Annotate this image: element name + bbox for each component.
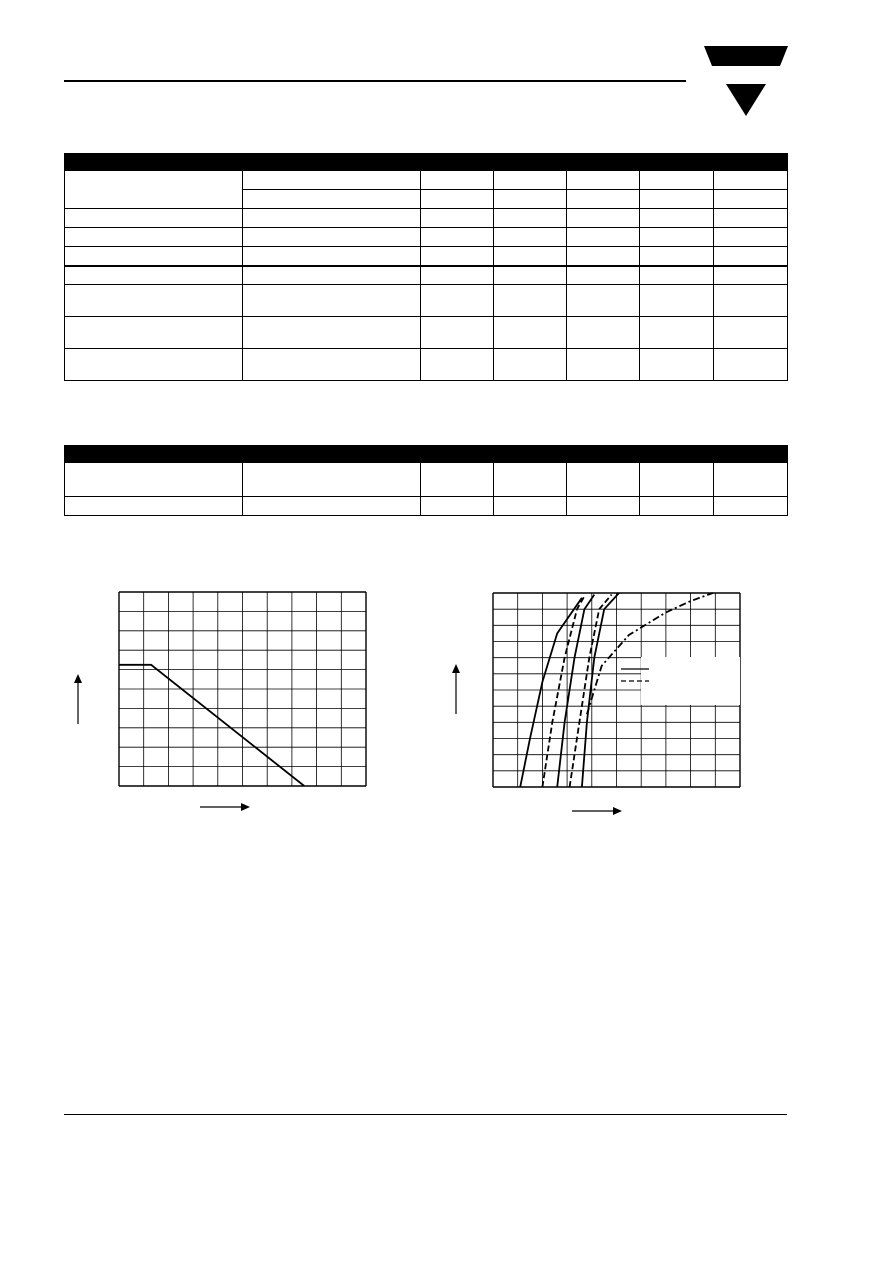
- table-row: [65, 266, 788, 285]
- table-row: [65, 285, 788, 317]
- forward-characteristics-chart: [484, 584, 750, 798]
- arrow-up-icon: [72, 674, 84, 726]
- series-line-3: [557, 595, 594, 787]
- arrow-right-icon: [200, 801, 250, 813]
- specification-table-2: [64, 445, 788, 516]
- table-row: [65, 171, 788, 190]
- table-row: [65, 497, 788, 516]
- table-row: [65, 247, 788, 266]
- specification-table-1: [64, 153, 788, 381]
- table-row: [65, 228, 788, 247]
- vishay-triangle-logo-icon: [704, 46, 788, 118]
- table-header-row: [65, 154, 788, 171]
- table-row: [65, 463, 788, 497]
- series-line-1: [119, 665, 304, 786]
- legend-box: [641, 657, 740, 705]
- table-header-row: [65, 446, 788, 463]
- table-row: [65, 209, 788, 228]
- arrow-right-icon: [572, 805, 622, 817]
- arrow-up-icon: [450, 664, 462, 716]
- derating-chart: [110, 584, 380, 800]
- header-rule: [64, 80, 686, 82]
- table-row: [65, 349, 788, 381]
- footer-rule: [64, 1114, 787, 1115]
- table-row: [65, 317, 788, 349]
